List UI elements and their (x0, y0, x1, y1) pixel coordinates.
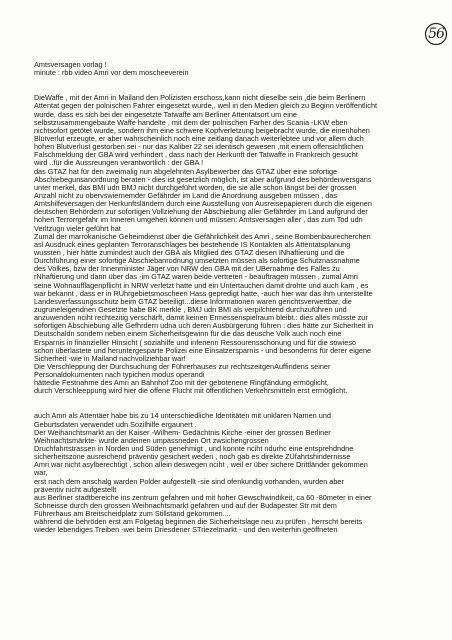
text-line: DieWaffe , mit der Amri in Mailand den Polizisten erschoss,kann nicht dieselbe sein ,die beim Berlinern (34, 94, 366, 103)
page-number: 56 (428, 26, 444, 42)
text-line: Ersparnis in finanzieller Hinsicht ( soziahilfe und infenenn Ressourensschonung und für die sowieso (34, 338, 357, 347)
text-line: Durchführung einer sofortige Abschiebanrodnung umsetzten müssen als sofortige Schutznassnahme (34, 257, 360, 266)
text-line: Der Weihanchtsmarkt an der Kaiser -Wilhem- Gedächtnis Kirche -einer der grossen Berliner (34, 428, 331, 437)
text-line: erst nach dem anschalg warden Polder aufgestellt -sie sind ofenkundig vorhanden, wurden aber (34, 477, 344, 486)
text-line: aus Berliner stadtbereiche ins zentrum gefahren und mit hoher Gewschwindikeit, ca 60 -80meter in einer (34, 493, 372, 502)
text-line: anzuwenden nciht rechtezitig verschärft, damit keinen Ermessenspielraum bleibt.: dies alles müsste zur (34, 314, 368, 323)
text-line: Verltzugn vieler geführt hat (34, 224, 121, 233)
paragraph-1 (34, 94, 438, 395)
text-line: des Volkes, bzw der Innenminister Jäger von NRW den GBA mit der ÜBernahme des Falles zu (34, 265, 340, 274)
text-line: Sicherheit -wie in Mailand nachvollziehbar war! (34, 354, 186, 363)
text-line: Amtshilfeversagen der Herkunftsländern durch eine Ausstellung von Ausreisepapieren durch die eigenen (34, 200, 372, 209)
text-line: Falschmeldung der GBA wird verhindert , dass nach der Herkunft der Tatwaffe in Frankreich gesucht (34, 151, 358, 160)
text-line: Attentat gegen der polnischen Fahrer eingesetzt wurde,, weil in den Medien gleich zu Beginn veröffentlicht (34, 102, 378, 111)
text-line: hohen Terrorrgefahr im Inneren umgehen können und müssen: Amtsversagen aller , das zum Tod udn (34, 216, 363, 225)
text-line: Druchfahrtstrassen in Norden und Süden genehmigt , und konnte nciht ndurhc eine entsprehdndne (34, 445, 354, 454)
text-line: war bekannt , dass er in RUhrgebietsmoscheen Hass gepredigt hatte, -auch hier war das ihm unterstellte (34, 289, 373, 298)
text-line: nichtsofort getötet wurde, sondern ihm eine schwere Kopfverletzung beigebracht wurde, die einenhohen (34, 126, 370, 135)
text-line: wussten , hier hätte zumindest auch der GBA als Mitglied des GTAZ diesen INhaftierung und die (34, 248, 345, 257)
text-line: hohen Blutverlust gestorben sei - nur das Kaliber 22 sei identisch gewesen ,mit einem offensichtlichen (34, 143, 364, 152)
paragraph-2 (34, 412, 438, 534)
page-number-circle (424, 22, 448, 46)
header-line: Amtsversagen vorlag ! (34, 61, 107, 69)
text-line: asl Ausdruck eines geplanten Terroranschlages bei bestehende IS Kontakten als Attentatsplanung (34, 240, 351, 249)
text-line: während die behröden erst am Folgetag beginnen die Sicherheitslage neu zu prüfen , herrscht bereits (34, 518, 363, 527)
text-line: Geburtsdaten verwendet udn Sozilhilfe ergaunert . (34, 420, 197, 429)
text-line: wird ..für die Aussreungen verantwortlich : der GBA ! (34, 159, 204, 168)
text-line: präventiv nicht aufgestellt (34, 485, 117, 494)
text-line: Weihnachtsmärkte- wurde andeinen umpassneden Ort zwsichengrossen (34, 436, 269, 445)
text-line: auch Amri als Attentäer habe bis zu 14 unterschiedliche Identitäten mit unklaren Namen und (34, 412, 331, 421)
text-line: Blutverlut erzeugte, er aber wahrscheinlich noch eine zeitlang danach weiterlebtee und vor allem duch (34, 134, 364, 143)
text-line: zugruneleigendnen Gesetzte habe BK merkle , BMJ udn BMI als verpilchtend durchzuführen und (34, 305, 347, 314)
document-body (34, 61, 438, 535)
document-header (34, 61, 438, 77)
text-line: selbstzusammengebaute Waffe handelte , mit dem der polnischen Farher des Scania -LKW eben (34, 118, 348, 127)
text-line: Schneisse durch den grossen Weihnachtsmarkt gefahren und auf der Budapester Str mit dem (34, 502, 337, 511)
text-line: sofortigen Abschiebung alle Gefhrdern udna uch deren Ausbürgerung führen : dies hätte zur Sicherheit in (34, 322, 374, 331)
text-line: das GTAZ hat für den zweimalig nun abgelehnten Asylbewerber das GTAZ über eine sofortige (34, 167, 338, 176)
text-line: Die Verschleppung der Durchsuchung der Führerhauses zur rechtszeitgenAuffindens seiner (34, 362, 331, 371)
text-line: wieder lebendiges Treiben -wei beim Driesdener STriezelmarkt - und den weiterhin geöffneten (34, 526, 338, 535)
text-line: durch Verschleeppung wird hier die offene Flucht mit öffentlichen Verkehrsmitteln erst ermöglicht. (34, 387, 348, 396)
text-line: Amri war nicht asylberechtigt , schon allein deswegen nciht , weil er über sichere Drittländer gekommen (34, 461, 368, 470)
text-line: hättedie Festnahme des Amri an Bahnhof Zoo mit der gebotenene Ringfändung ermöglicht, (34, 379, 329, 388)
text-line: sicherheitszone ausreichend präventiv gesichert weden , noch gab es direkte ZUfahrtshindernisse (34, 453, 351, 462)
text-line: seine Wohnaufflagenpflicht in NRW verletzt hatte und ein Untertauchen damit drohte und auch kam , es (34, 281, 369, 290)
header-line: minute : rbb video Amri vor dem moscheeverein (34, 69, 189, 78)
text-line: deutschen Behördern zur sofortigen Vollziehung der Abschiebung aller Gefährder im Land aufgrund der (34, 208, 368, 217)
text-line: wurde, dass es sich bei der eingesetzte Tatwaffe am Berliner Attentatsort um eine (34, 110, 297, 119)
text-line: Zumal der marrokanische Geheimdienst über die Gefährlichkeit des Amri , seine Bombenbaurecherchen (34, 232, 371, 241)
text-line: Deutschaldn sondern neben einem Sicherheitsgewinn für die das deusche Volk auch noch eine (34, 330, 342, 339)
text-line: Führerhaus am Breitscheidplatz zum Stillstand gekommen.... (34, 510, 231, 519)
text-line: Anzahl nicht zu obervswiernemder Gefährder im Land die Anordnung ausgeben müssen , das (34, 191, 338, 200)
text-line: schon überlastete und heruntergesparte Polizei eine Einsatzersparnis - und besonderns für derer eigene (34, 346, 372, 355)
text-line: unter merkel, das BMI udn BMJ nicht durchgeführt worden, die sie alle schon längst bei der grossen (34, 183, 357, 192)
text-line: war, (34, 469, 48, 478)
text-line: Abschiebegunsanordnung beraten - dies ist gesetzlich möglich, ist aber aufgrund des behördenversgans (34, 175, 372, 184)
text-line: rNhaftierung und dann über das -im GTAZ waren beide vertreten - beauftragen müssen , zumal Amri (34, 273, 358, 282)
text-line: Landesverfassungsschutz beim GTAZ beteiligt...diese Informationen waren gerichtsverwertbar, die (34, 297, 352, 306)
text-line: Personaldokumenten nach typichen modus operandi (34, 371, 205, 380)
